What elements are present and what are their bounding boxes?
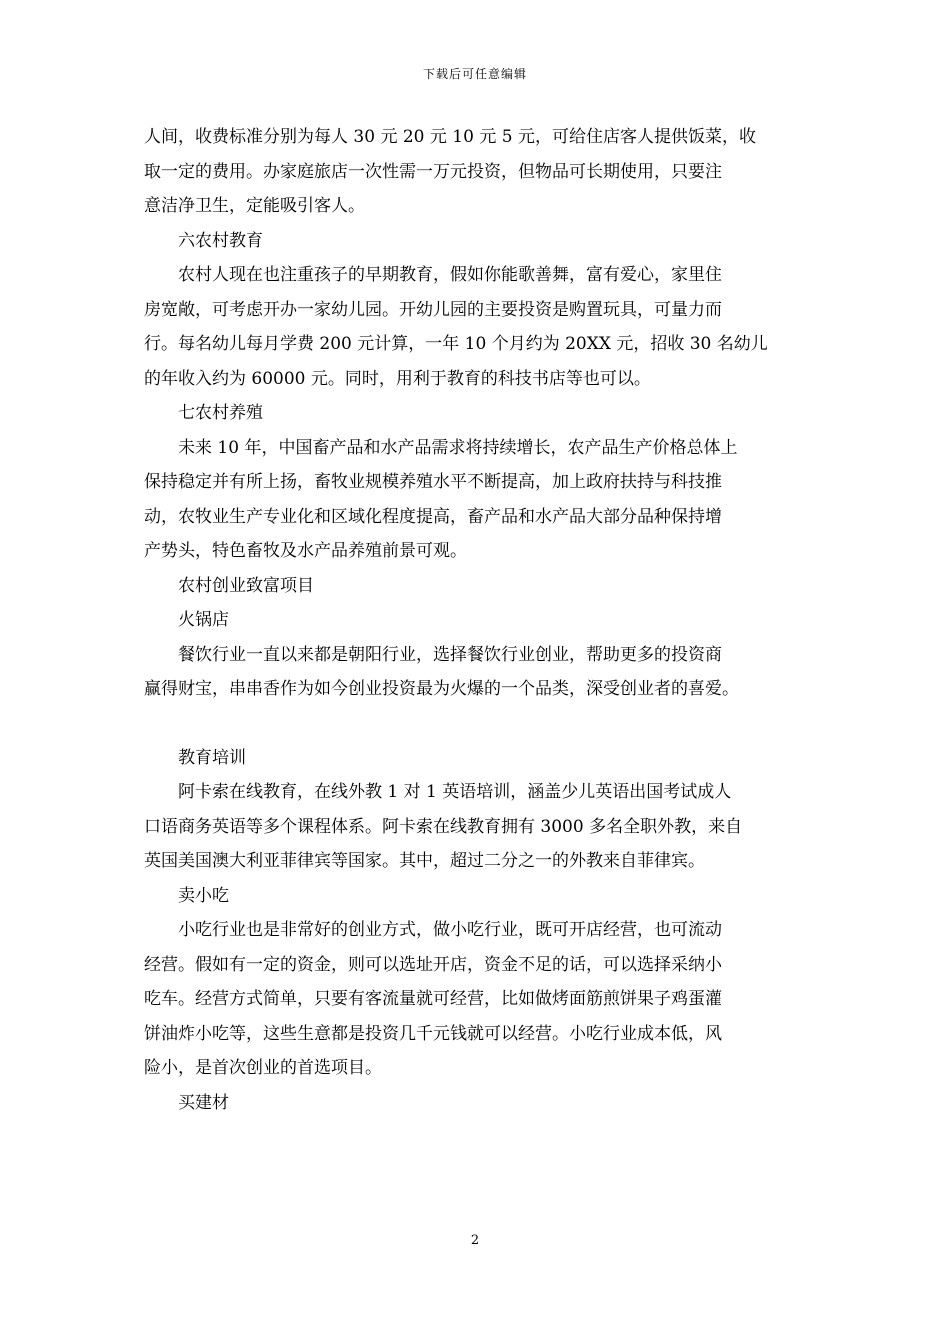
text-line: 农村创业致富项目 <box>178 575 314 596</box>
text-line: 买建材 <box>178 1092 229 1113</box>
text-line: 取一定的费用。办家庭旅店一次性需一万元投资，但物品可长期使用，只要注 <box>144 161 722 182</box>
text-line: 吃车。经营方式简单，只要有客流量就可经营，比如做烤面筋煎饼果子鸡蛋灌 <box>144 989 722 1009</box>
text-line: 饼油炸小吃等，这些生意都是投资几千元钱就可以经营。小吃行业成本低，风 <box>144 1023 722 1044</box>
text-line: 卖小吃 <box>178 885 229 906</box>
text-line: 火锅店 <box>178 610 229 630</box>
text-line: 教育培训 <box>178 747 246 768</box>
text-line: 七农村养殖 <box>178 403 263 423</box>
text-line: 动，农牧业生产专业化和区域化程度提高，畜产品和水产品大部分品种保持增 <box>144 506 722 527</box>
text-line: 小吃行业也是非常好的创业方式，做小吃行业，既可开店经营，也可流动 <box>178 920 722 940</box>
page-header: 下载后可任意编辑 <box>422 67 527 81</box>
text-line: 险小，是首次创业的首选项目。 <box>144 1058 382 1078</box>
text-line: 经营。假如有一定的资金，则可以选址开店，资金不足的话，可以选择采纳小 <box>144 954 722 975</box>
text-line: 餐饮行业一直以来都是朝阳行业，选择餐饮行业创业，帮助更多的投资商 <box>178 644 722 665</box>
page-number: 2 <box>470 1233 480 1248</box>
text-line: 英国美国澳大利亚菲律宾等国家。其中，超过二分之一的外教来自菲律宾。 <box>144 851 705 871</box>
text-line: 保持稳定并有所上扬，畜牧业规模养殖水平不断提高，加上政府扶持与科技推 <box>144 472 722 492</box>
text-line: 的年收入约为 60000 元。同时，用利于教育的科技书店等也可以。 <box>144 368 651 389</box>
text-line: 产势头，特色畜牧及水产品养殖前景可观。 <box>144 541 467 561</box>
text-line: 口语商务英语等多个课程体系。阿卡索在线教育拥有 3000 多名全职外教，来自 <box>144 816 743 837</box>
text-line: 未来 10 年，中国畜产品和水产品需求将持续增长，农产品生产价格总体上 <box>178 437 738 458</box>
document-body <box>144 127 844 1127</box>
text-line: 六农村教育 <box>178 230 263 251</box>
text-line: 房宽敞，可考虑开办一家幼儿园。开幼儿园的主要投资是购置玩具，可量力而 <box>144 299 722 320</box>
text-line: 人间，收费标准分别为每人 30 元 20 元 10 元 5 元，可给住店客人提供饭菜，收 <box>144 127 756 147</box>
text-line: 农村人现在也注重孩子的早期教育，假如你能歌善舞，富有爱心，家里住 <box>178 265 722 285</box>
text-line: 行。每名幼儿每月学费 200 元计算，一年 10 个月约为 20XX 元，招收 30 名幼儿 <box>144 334 768 354</box>
text-line: 意洁净卫生，定能吸引客人。 <box>144 196 365 216</box>
text-line: 阿卡索在线教育，在线外教 1 对 1 英语培训，涵盖少儿英语出国考试成人 <box>178 782 732 802</box>
text-line: 赢得财宝，串串香作为如今创业投资最为火爆的一个品类，深受创业者的喜爱。 <box>144 679 739 699</box>
